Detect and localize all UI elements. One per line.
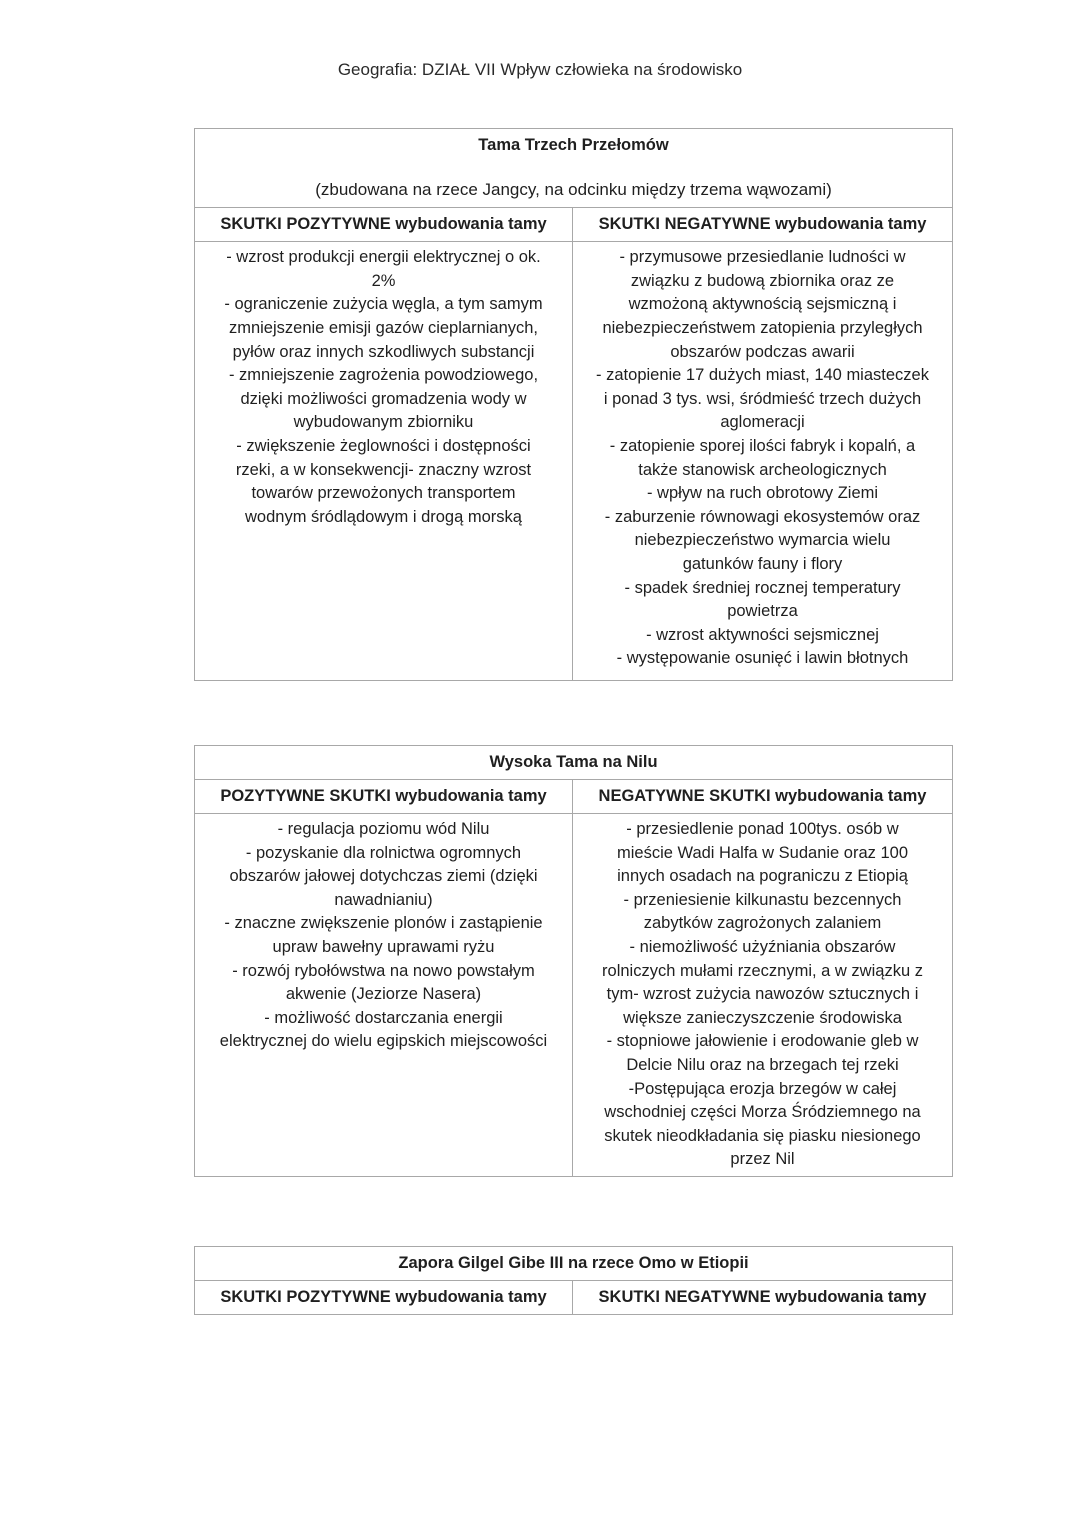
list-item: także stanowisk archeologicznych [638,460,887,479]
list-item: skutek nieodkładania się piasku niesionego [604,1126,921,1145]
list-item: elektrycznej do wielu egipskich miejscowości [219,1032,548,1051]
list-item: gatunków fauny i flory [682,554,843,573]
list-item: zmniejszenie emisji gazów cieplarnianych, [228,318,539,337]
table-aswan-high-dam [194,745,953,1177]
list-item: - regulacja poziomu wód Nilu [277,820,490,838]
list-item: rolniczych mułami rzecznymi, a w związku z [602,961,923,980]
list-item: wzmożoną aktywnością sejsmiczną i [628,295,897,314]
column-header-positive: SKUTKI POZYTYWNE wybudowania tamy [195,1281,573,1315]
list-item: Delcie Nilu oraz na brzegach tej rzeki [626,1055,899,1074]
list-item: nawadnianiu) [334,890,433,909]
list-item: dzięki możliwości gromadzenia wody w [240,389,527,408]
list-item: związku z budową zbiornika oraz ze [630,271,895,290]
list-item: towarów przewożonych transportem [251,484,516,503]
list-item: - przeniesienie kilkunastu bezcennych [623,890,902,909]
list-item: - rozwój rybołówstwa na nowo powstałym [232,961,535,980]
list-item: - występowanie osunięć i lawin błotnych [616,649,909,668]
list-item: - ograniczenie zużycia węgla, a tym samym [224,295,543,314]
list-item: - zatopienie sporej ilości fabryk i kopalń, a [609,436,916,455]
list-item: -Postępująca erozja brzegów w całej [628,1079,897,1098]
column-header-negative: SKUTKI NEGATYWNE wybudowania tamy [573,1281,953,1315]
table-subtitle: (zbudowana na rzece Jangcy, na odcinku między trzema wąwozami) [315,179,832,199]
list-item: akwenie (Jeziorze Nasera) [285,985,482,1004]
list-item: - zmniejszenie zagrożenia powodziowego, [228,366,539,385]
list-item: zabytków zagrożonych zalaniem [643,914,882,933]
list-item: niebezpieczeństwo wymarcia wielu [634,531,891,550]
positive-effects-list [195,814,573,1177]
list-item: - zwiększenie żeglowności i dostępności [236,436,531,455]
table-gilgel-gibe-dam [194,1246,953,1315]
list-item: 2% [371,271,396,290]
column-header-negative: NEGATYWNE SKUTKI wybudowania tamy [573,780,953,814]
table-title: Wysoka Tama na Nilu [195,746,953,780]
list-item: - możliwość dostarczania energii [264,1008,503,1027]
list-item: - zaburzenie równowagi ekosystemów oraz [604,507,921,526]
document-title: Geografia: DZIAŁ VII Wpływ człowieka na środowisko [337,60,743,79]
list-item: niebezpieczeństwem zatopienia przyległych [602,318,923,337]
list-item: i ponad 3 tys. wsi, śródmieść trzech dużych [603,389,922,408]
column-header-positive: SKUTKI POZYTYWNE wybudowania tamy [195,208,573,242]
list-item: większe zanieczyszczenie środowiska [623,1008,902,1027]
table-three-gorges-dam [194,128,953,681]
list-item: przez Nil [730,1150,795,1169]
positive-effects-list [195,242,573,681]
list-item: upraw bawełny uprawami ryżu [272,937,495,956]
list-item: obszarów podczas awarii [670,342,855,361]
list-item: obszarów jałowej dotychczas ziemi (dzięki [229,867,538,886]
list-item: innych osadach na pograniczu z Etiopią [617,867,908,886]
list-item: powietrza [727,602,798,621]
list-item: - niemożliwość użyźniania obszarów [629,937,896,956]
list-item: wschodniej części Morza Śródziemnego na [604,1103,921,1122]
negative-effects-list [573,814,953,1177]
list-item: tym- wzrost zużycia nawozów sztucznych i [606,985,919,1004]
column-header-negative: SKUTKI NEGATYWNE wybudowania tamy [573,208,953,242]
list-item: wodnym śródlądowym i drogą morską [245,507,522,526]
list-item: mieście Wadi Halfa w Sudanie oraz 100 [616,843,909,862]
column-header-positive: POZYTYWNE SKUTKI wybudowania tamy [195,780,573,814]
list-item: rzeki, a w konsekwencji- znaczny wzrost [235,460,532,479]
list-item: - znaczne zwiększenie plonów i zastąpienie [224,914,543,933]
negative-effects-list [573,242,953,681]
list-item: - przesiedlenie ponad 100tys. osób w [626,820,899,838]
list-item: - pozyskanie dla rolnictwa ogromnych [245,843,522,862]
table-title: Tama Trzech Przełomów [478,136,669,154]
list-item: - wpływ na ruch obrotowy Ziemi [646,484,879,503]
table-title: Zapora Gilgel Gibe III na rzece Omo w Etiopii [195,1247,953,1281]
list-item: pyłów oraz innych szkodliwych substancji [232,342,535,361]
list-item: - stopniowe jałowienie i erodowanie gleb w [606,1032,919,1051]
list-item: wybudowanym zbiorniku [293,413,474,432]
list-item: aglomeracji [720,413,805,432]
table-title-cell [195,129,953,208]
list-item: - spadek średniej rocznej temperatury [624,578,901,597]
list-item: - zatopienie 17 dużych miast, 140 miasteczek [596,366,929,385]
list-item: - wzrost produkcji energii elektrycznej o ok. [226,248,541,267]
list-item: - przymusowe przesiedlanie ludności w [619,248,906,267]
list-item: - wzrost aktywności sejsmicznej [646,625,879,644]
